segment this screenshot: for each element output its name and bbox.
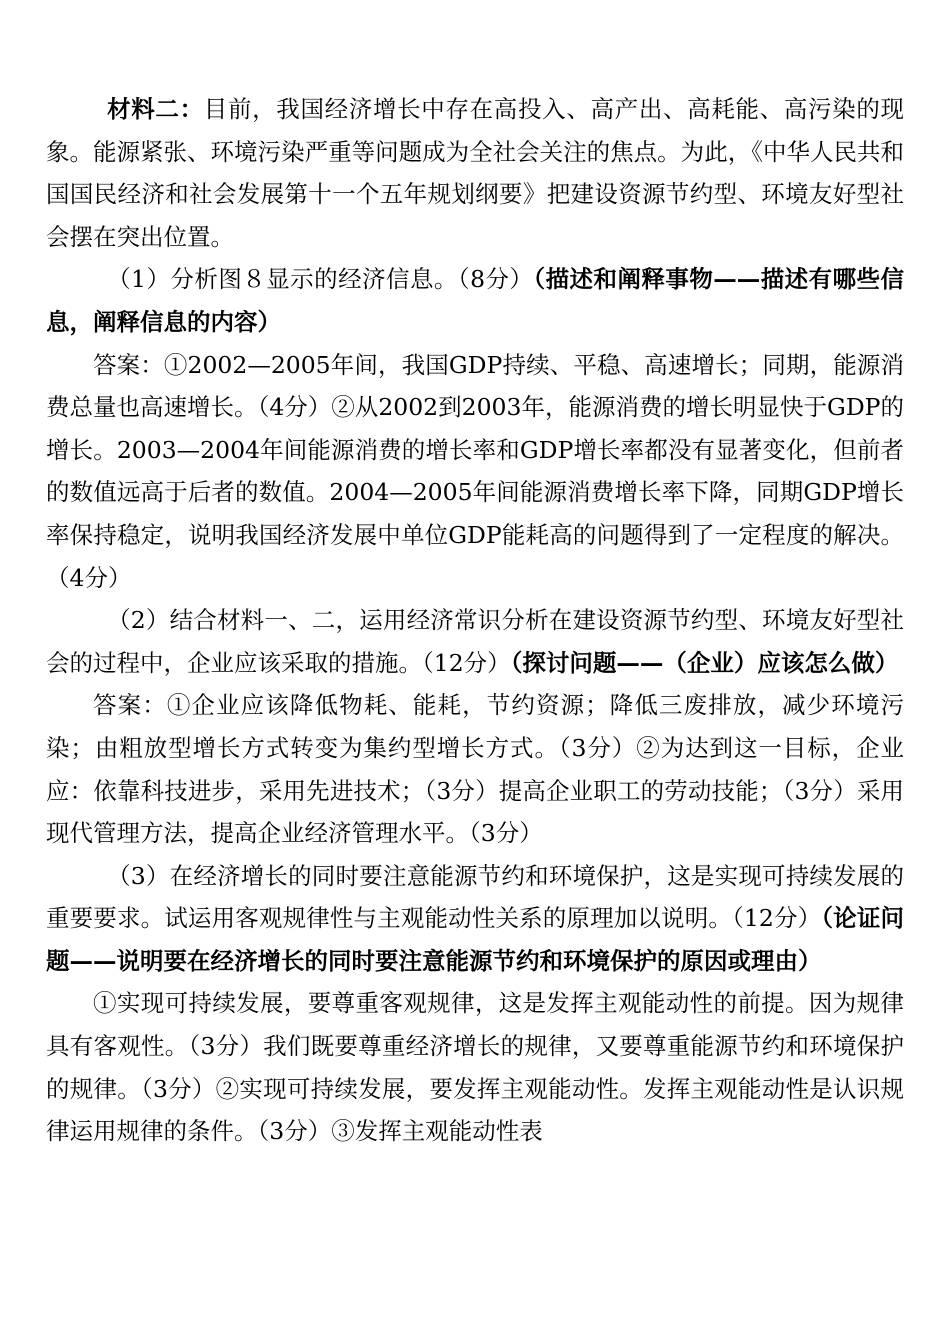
- question-2-text: （2）结合材料一、二，运用经济常识分析在建设资源节约型、环境友好型社会的过程中，企业应该采取的措施。（12分）: [46, 606, 904, 677]
- material-two-label: 材料二：: [107, 95, 204, 123]
- question-2-hint: （探讨问题——（企业）应该怎么做）: [510, 648, 899, 677]
- question-1-hint: （描述和阐释事物——描述有哪些信息，阐释信息的内容）: [46, 265, 905, 336]
- question-1-text: （1）分析图８显示的经济信息。（8分）: [107, 265, 534, 294]
- question-2: [46, 599, 904, 684]
- material-two-text: 目前，我国经济增长中存在高投入、高产出、高耗能、高污染的现象。能源紧张、环境污染严重等问题成为全社会关注的焦点。为此，《中华人民共和国国民经济和社会发展第十一个五年规划纲要》把建设资源节约型、环境友好型社会摆在突出位置。: [46, 95, 905, 251]
- document-page: [46, 88, 904, 1153]
- question-3-text: （3）在经济增长的同时要注意能源节约和环境保护，这是实现可持续发展的重要要求。试运用客观规律性与主观能动性关系的原理加以说明。（12分）: [46, 861, 904, 933]
- answer-2: 答案：①企业应该降低物耗、能耗，节约资源；降低三废排放，减少环境污染；由粗放型增长方式转变为集约型增长方式。（3分）②为达到这一目标，企业应：依靠科技进步，采用先进技术；（3分）提高企业职工的劳动技能；（3分）采用现代管理方法，提高企业经济管理水平。（3分）: [46, 691, 904, 848]
- answer-1: 答案：①2002—2005年间，我国GDP持续、平稳、高速增长；同期，能源消费总量也高速增长。（4分）②从2002到2003年，能源消费的增长明显快于GDP的增长。2003—2004年间能源消费的增长率和GDP增长率都没有显著变化，但前者的数值远高于后者的数值。2004—2005年间能源消费增长率下降，同期GDP增长率保持稳定，说明我国经济发展中单位GDP能耗高的问题得到了一定程度的解决。（4分）: [46, 350, 904, 592]
- question-3-hint: （论证问题——说明要在经济增长的同时要注意能源节约和环境保护的原因或理由）: [46, 904, 904, 975]
- question-1: [46, 258, 904, 343]
- answer-3: ①实现可持续发展，要尊重客观规律，这是发挥主观能动性的前提。因为规律具有客观性。（3分）我们既要尊重经济增长的规律，又要尊重能源节约和环境保护的规律。（3分）②实现可持续发展，要发挥主观能动性。发挥主观能动性是认识规律运用规律的条件。（3分）③发挥主观能动性表: [46, 989, 904, 1146]
- material-two-paragraph: [46, 88, 904, 258]
- question-3: [46, 855, 904, 983]
